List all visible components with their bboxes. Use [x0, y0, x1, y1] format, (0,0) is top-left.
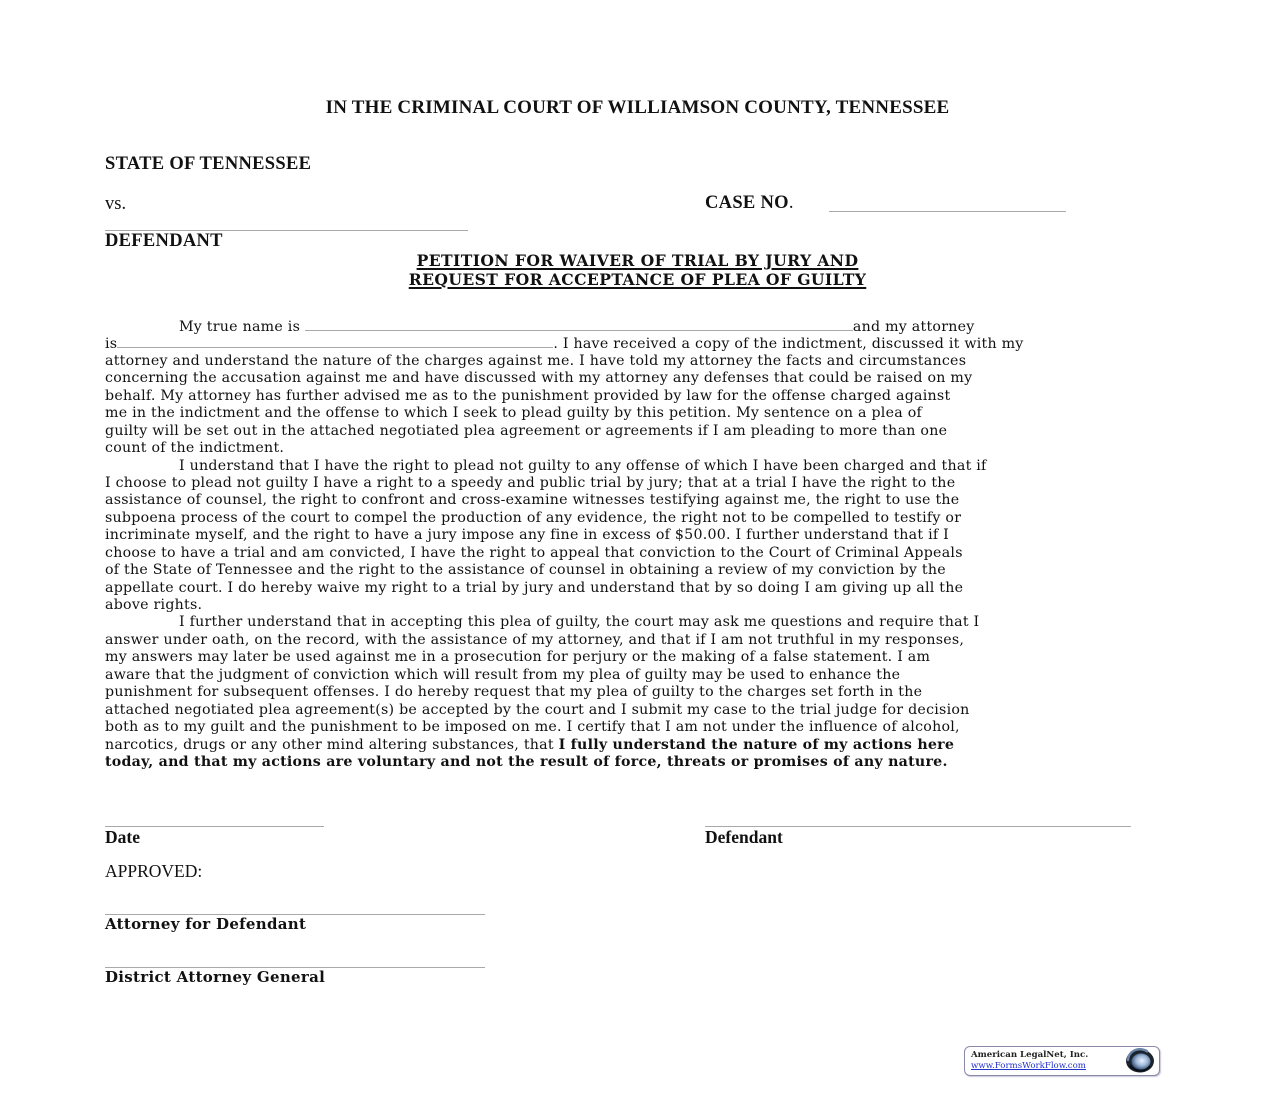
paragraph-1-line: count of the indictment. [105, 440, 285, 457]
defendant-signature-label: Defendant [705, 827, 783, 847]
paragraph-3-line-8-bold: I fully understand the nature of my actions here [558, 736, 955, 753]
paragraph-2-line: above rights. [105, 597, 203, 613]
district-attorney-signature-label: District Attorney General [105, 968, 326, 986]
paragraph-1-line: behalf. My attorney has further advised me as to the punishment provided by law for the offense charged against [105, 387, 951, 404]
attorney-name-input-line[interactable] [117, 335, 553, 348]
paragraph-3-line-8 [105, 737, 1167, 754]
paragraph-3-line: my answers may later be used against me in a prosecution for perjury or the making of a false statement. I am [105, 649, 931, 666]
paragraph-2-line: I choose to plead not guilty I have a right to a speedy and public trial by jury; that at a trial I have the right to the [105, 474, 956, 491]
approved-label [105, 861, 202, 882]
attorney-after: . I have received a copy of the indictment, discussed it with my [553, 336, 1024, 353]
case-number-label: CASE NO [705, 193, 789, 213]
paragraph-3-line: attached negotiated plea agreement(s) be accepted by the court and I submit my case to the trial judge for decision [105, 701, 970, 718]
true-name-after: and my attorney [852, 319, 975, 335]
date-label: Date [105, 827, 140, 847]
versus-label: vs. [105, 194, 127, 214]
petition-title-line-1: PETITION FOR WAIVER OF TRIAL BY JURY AND [416, 251, 859, 270]
paragraph-2-line: appellate court. I do hereby waive my right to a trial by jury and understand that by so doing I am giving up all the [105, 579, 964, 596]
paragraph-3-line: aware that the judgment of conviction which will result from my plea of guilty may be used to enhance the [105, 666, 901, 683]
paragraph-1-line: me in the indictment and the offense to which I seek to plead guilty by this petition. My sentence on a plea of [105, 405, 922, 422]
true-name-input-line[interactable] [305, 318, 853, 331]
paragraph-3-line: both as to my guilt and the punishment to be imposed on me. I certify that I am not under the influence of alcohol, [105, 719, 960, 736]
petition-title [0, 251, 1275, 289]
approved-label-text: APPROVED: [105, 861, 203, 881]
paragraph-1-line: guilty will be set out in the attached negotiated plea agreement or agreements if I am pleading to more than one [105, 422, 948, 439]
case-number-field-group [705, 193, 793, 214]
paragraph-1-line-2 [105, 335, 1167, 352]
true-name-intro: My true name is [179, 319, 305, 335]
case-number-period: . [788, 193, 794, 213]
plaintiff-label: STATE OF TENNESSEE [105, 154, 312, 174]
paragraph-2-line: choose to have a trial and am convicted, I have the right to appeal that conviction to the Court of Criminal Appeals [105, 544, 963, 561]
paragraph-2-line: subpoena process of the court to compel the production of any evidence, the right not to be compelled to testify or [105, 509, 962, 526]
petition-title-line-2: REQUEST FOR ACCEPTANCE OF PLEA OF GUILTY [408, 270, 867, 289]
paragraph-2-line: I understand that I have the right to plead not guilty to any offense of which I have been charged and that if [179, 457, 987, 474]
logo-website-link[interactable]: www.FormsWorkFlow.com [971, 1061, 1086, 1071]
globe-icon [1122, 1048, 1156, 1074]
logo-company-name: American LegalNet, Inc. [971, 1050, 1089, 1060]
paragraph-1-line: concerning the accusation against me and have discussed with my attorney any defenses that could be raised on my [105, 370, 973, 387]
court-title: IN THE CRIMINAL COURT OF WILLIAMSON COUNTY, TENNESSEE [325, 97, 950, 118]
defendant-caption-label: DEFENDANT [105, 231, 223, 251]
petition-body [105, 318, 1167, 771]
paragraph-3-line: punishment for subsequent offenses. I do hereby request that my plea of guilty to the charges set forth in the [105, 684, 923, 701]
paragraph-2-line: of the State of Tennessee and the right to the assistance of counsel in obtaining a review of my conviction by the [105, 562, 946, 579]
paragraph-2-line: assistance of counsel, the right to confront and cross-examine witnesses testifying against me, the right to use the [105, 492, 960, 509]
paragraph-2-line: incriminate myself, and the right to have a jury impose any fine in excess of $50.00. I further understand that if I [105, 527, 949, 544]
paragraph-3-line-8-normal: narcotics, drugs or any other mind altering substances, that [105, 736, 559, 753]
paragraph-1-line: attorney and understand the nature of the charges against me. I have told my attorney the facts and circumstances [105, 352, 967, 369]
paragraph-3-line-9-bold: today, and that my actions are voluntary and not the result of force, threats or promises of any nature. [105, 753, 948, 770]
paragraph-3-line: I further understand that in accepting this plea of guilty, the court may ask me questions and require that I [179, 614, 980, 631]
paragraph-1-line-1 [105, 318, 1167, 335]
paragraph-3-line: answer under oath, on the record, with the assistance of my attorney, and that if I am not truthful in my responses, [105, 631, 965, 648]
attorney-signature-label: Attorney for Defendant [105, 915, 307, 933]
american-legalnet-logo[interactable] [964, 1046, 1160, 1076]
attorney-is-word: is [105, 336, 118, 353]
case-number-input-line[interactable] [829, 211, 1066, 212]
